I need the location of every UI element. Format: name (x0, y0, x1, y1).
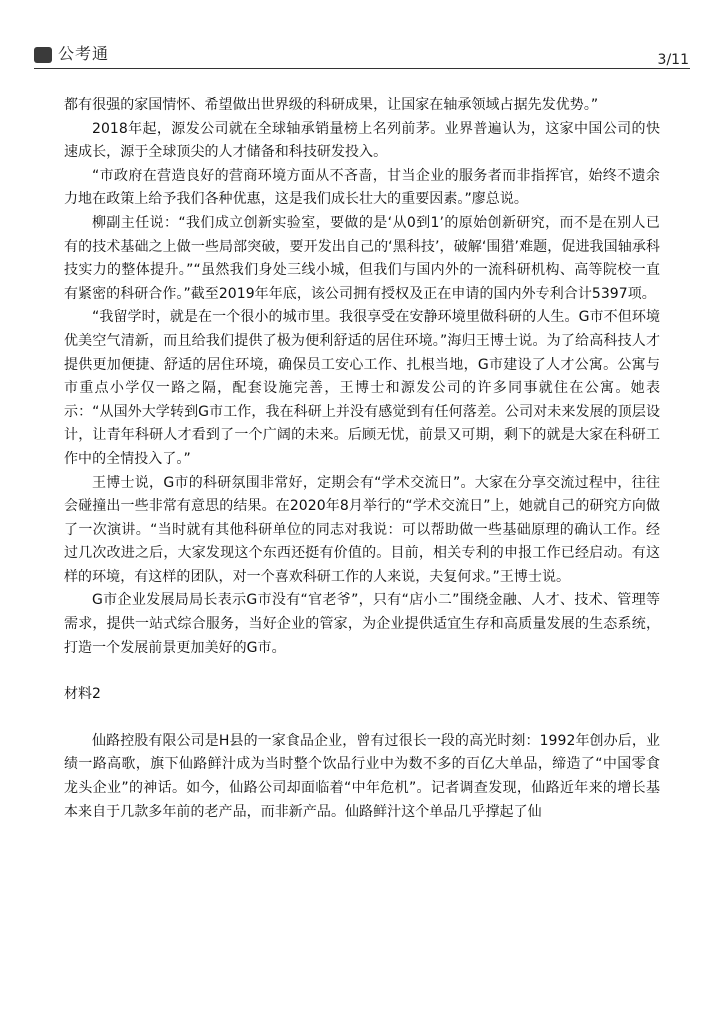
paragraph: 2018年起，源发公司就在全球轴承销量榜上名列前茅。业界普遍认为，这家中国公司的快速成长，源于全球顶尖的人才储备和科技研发投入。 (64, 120, 660, 161)
paragraph: 王博士说，G市的科研氛围非常好，定期会有“学术交流日”。大家在分享交流过程中，往往会碰撞出一些非常有意思的结果。在2020年8月举行的“学术交流日”上，她就自己的研究方向做了一次演讲。“当时就有其他科研单位的同志对我说：可以帮助做一些基础原理的确认工作。经过几次改进之后，大家发现这个东西还挺有价值的。目前，相关专利的申报工作已经启动。有这样的环境，有这样的团队，对一个喜欢科研工作的人来说，夫复何求。”王博士说。 (64, 474, 660, 585)
document-body (64, 94, 660, 824)
logo-text: 公考通 (58, 44, 110, 63)
paragraph: 仙路控股有限公司是H县的一家食品企业，曾有过很长一段的高光时刻：1992年创办后，业绩一路高歌，旗下仙路鲜汁成为当时整个饮品行业中为数不多的百亿大单品，缔造了“中国零食龙头企业”的神话。如今，仙路公司却面临着“中年危机”。记者调查发现，仙路近年来的增长基本来自于几款多年前的老产品，而非新产品。仙路鲜汁这个单品几乎撑起了仙 (64, 732, 660, 820)
paragraph: G市企业发展局局长表示G市没有“官老爷”，只有“店小二”围绕金融、人才、技术、管理等需求，提供一站式综合服务，当好企业的管家，为企业提供适宜生存和高质量发展的生态系统，打造一个发展前景更加美好的G市。 (64, 592, 660, 656)
page-header (0, 0, 724, 70)
paragraph: 都有很强的家国情怀、希望做出世界级的科研成果，让国家在轴承领域占据先发优势。” (64, 97, 599, 113)
paragraph: “我留学时，就是在一个很小的城市里。我很享受在安静环境里做科研的人生。G市不但环境优美空气清新，而且给我们提供了极为便利舒适的居住环境。”海归王博士说。为了给高科技人才提供更加便捷、舒适的居住环境，确保员工安心工作、扎根当地，G市建设了人才公寓。公寓与市重点小学仅一路之隔，配套设施完善，王博士和源发公司的许多同事就住在公寓。她表示：“从国外大学转到G市工作，我在科研上并没有感觉到有任何落差。公司对未来发展的顶层设计，让青年科研人才看到了一个广阔的未来。后顾无忧，前景又可期，剩下的就是大家在科研工作中的全情投入了。” (64, 309, 660, 467)
page-number: 3/11 (657, 52, 689, 68)
logo-icon (34, 47, 52, 63)
paragraph: “市政府在营造良好的营商环境方面从不吝啬，甘当企业的服务者而非指挥官，始终不遗余力地在政策上给予我们各种优惠，这是我们成长壮大的重要因素。”廖总说。 (64, 167, 660, 208)
paragraph: 柳副主任说：“我们成立创新实验室，要做的是‘从0到1’的原始创新研究，而不是在别人已有的技术基础之上做一些局部突破，要开发出自己的‘黑科技’，破解‘围猎’难题，促进我国轴承科技实力的整体提升。”“虽然我们身处三线小城，但我们与国内外的一流科研机构、高等院校一直有紧密的科研合作。”截至2019年年底，该公司拥有授权及正在申请的国内外专利合计5397项。 (64, 214, 660, 302)
header-divider (34, 68, 690, 69)
section-heading: 材料2 (64, 686, 101, 703)
